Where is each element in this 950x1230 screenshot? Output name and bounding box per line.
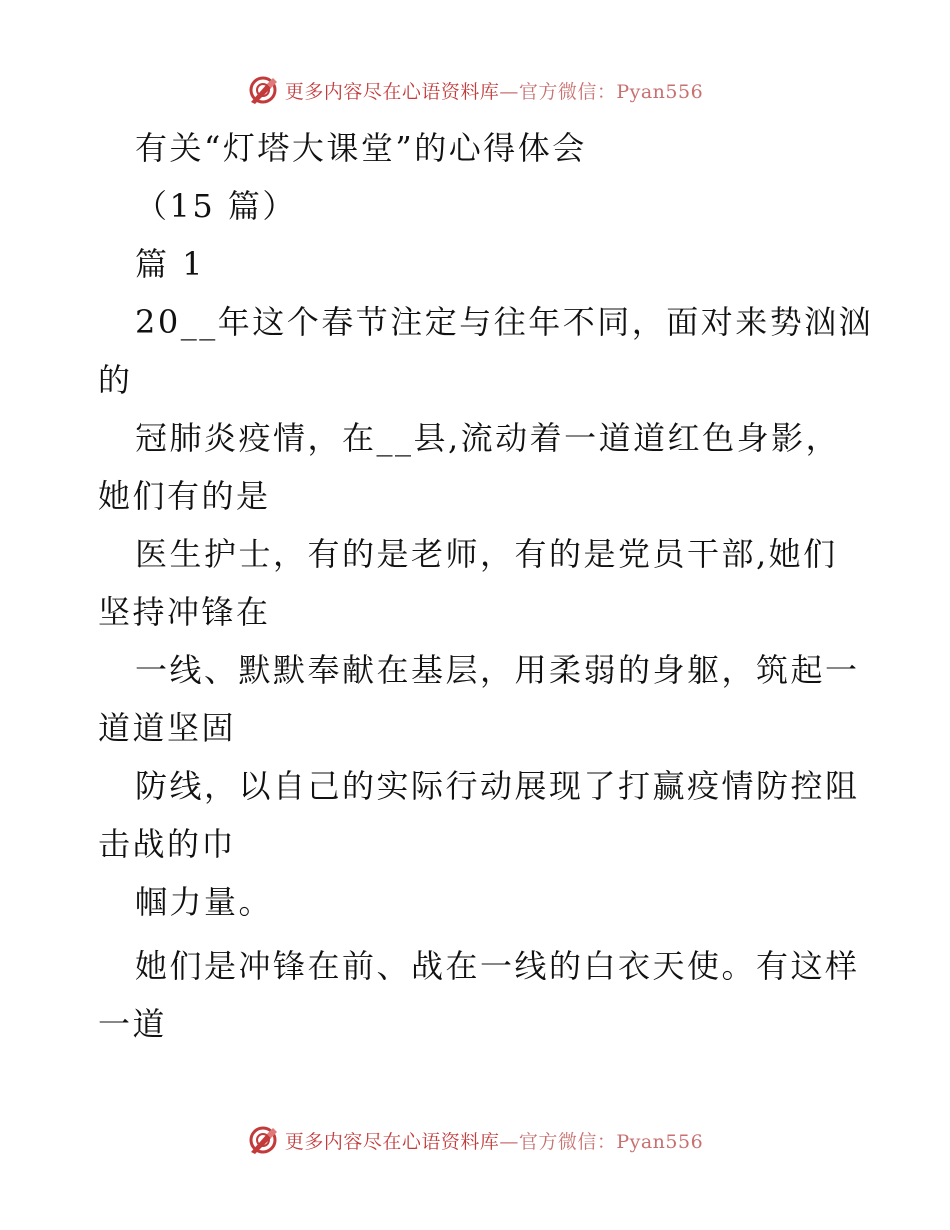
document-title: 有关“灯塔大课堂”的心得体会 — [135, 129, 587, 167]
header-watermark — [0, 70, 950, 110]
paragraph-line: 坚持冲锋在 — [98, 593, 271, 631]
pen-logo-icon — [247, 1124, 279, 1156]
paragraph-line: 20__年这个春节注定与往年不同，面对来势汹汹 — [135, 303, 874, 341]
paragraph-line: 帼力量。 — [135, 883, 274, 921]
watermark-suffix: —官方微信：Pyan556 — [499, 1130, 704, 1153]
paragraph-line: 一道 — [98, 1005, 168, 1043]
watermark-main: 更多内容尽在心语资料库 — [284, 1130, 500, 1153]
paragraph-line: 一线、默默奉献在基层，用柔弱的身躯，筑起一 — [135, 651, 860, 689]
watermark-suffix: —官方微信：Pyan556 — [499, 80, 704, 103]
footer-watermark — [0, 1120, 950, 1160]
paragraph-line: 道道坚固 — [98, 709, 237, 747]
pen-logo-icon — [247, 74, 279, 106]
paragraph-line: 她们有的是 — [98, 477, 271, 515]
paragraph-line: 防线，以自己的实际行动展现了打赢疫情防控阻 — [135, 767, 860, 805]
document-subtitle: （15 篇） — [135, 187, 297, 225]
paragraph-line: 击战的巾 — [98, 825, 237, 863]
watermark-main: 更多内容尽在心语资料库 — [284, 80, 500, 103]
watermark-text — [285, 77, 703, 104]
paragraph-line: 医生护士，有的是老师，有的是党员干部,她们 — [135, 535, 838, 573]
watermark-text — [285, 1127, 703, 1154]
paragraph-line: 她们是冲锋在前、战在一线的白衣天使。有这样 — [135, 947, 860, 985]
section-heading: 篇 1 — [135, 245, 206, 283]
paragraph-line: 冠肺炎疫情，在__县,流动着一道道红色身影， — [135, 419, 841, 457]
paragraph-line: 的 — [98, 361, 133, 399]
